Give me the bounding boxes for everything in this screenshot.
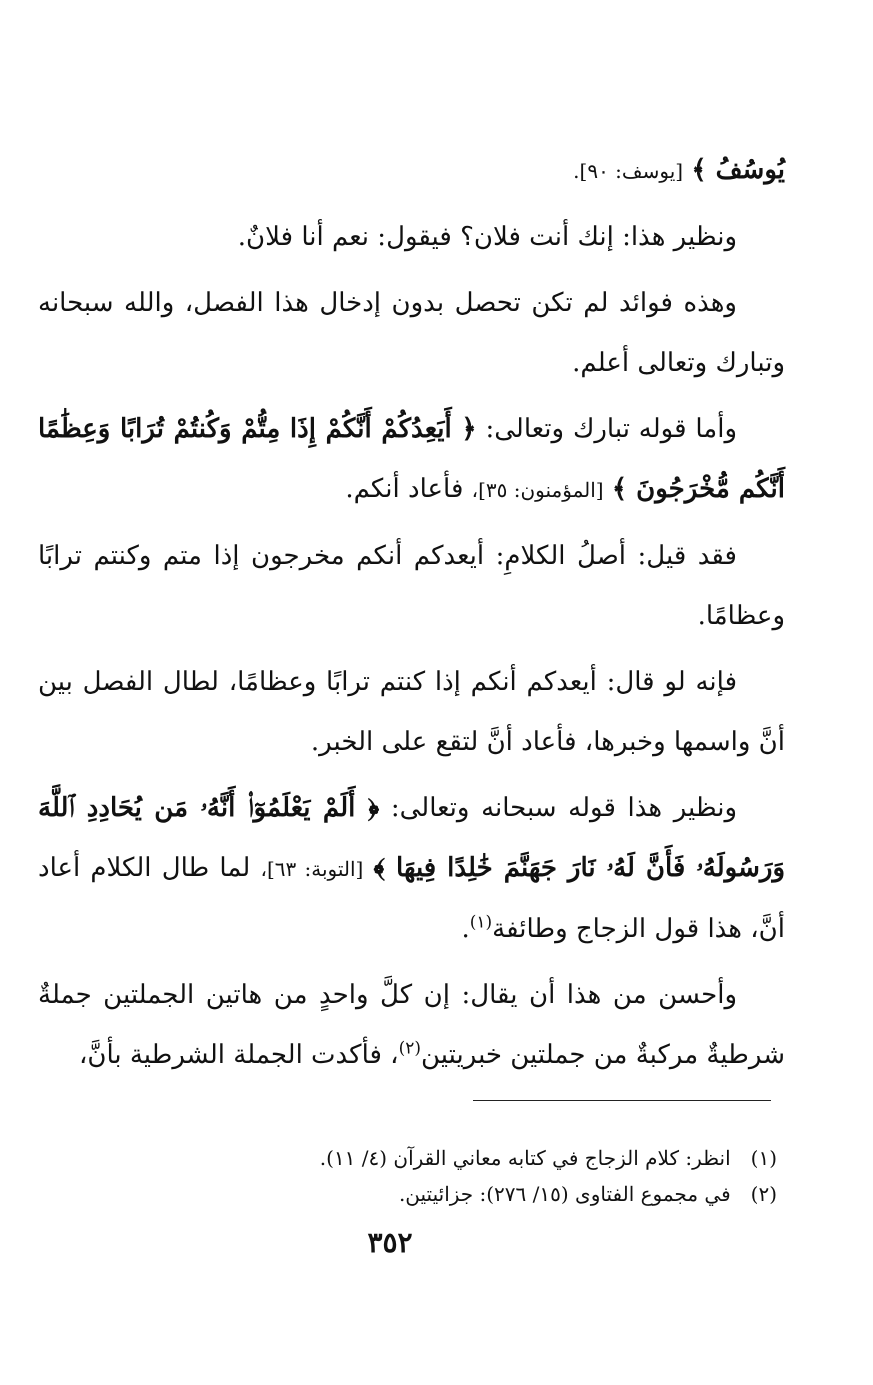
paragraph-text: . xyxy=(461,914,470,944)
main-text xyxy=(38,140,785,1091)
footnote-number: (٢) xyxy=(750,1182,777,1206)
footnote-text: انظر: كلام الزجاج في كتابه معاني القرآن (٤/ ١١). xyxy=(319,1146,731,1170)
paragraph-tawbah-verse xyxy=(38,778,785,959)
paragraph-text: وهذه فوائد لم تكن تحصل بدون إدخال هذا الفصل، والله سبحانه وتبارك وتعالى أعلم. xyxy=(38,288,785,378)
footnotes xyxy=(60,1140,777,1212)
quran-verse: ﴿ أَلَمْ يَعْلَمُوٓا۟ أَنَّهُۥ مَن يُحَادِدِ ٱللَّهَ وَرَسُولَهُۥ فَأَنَّ لَهُۥ نَارَ جَهَنَّمَ خَٰلِدًا فِيهَا ﴾ xyxy=(38,793,786,883)
paragraph-text: ونظير هذا قوله سبحانه وتعالى: xyxy=(390,793,738,823)
footnote-2 xyxy=(60,1176,777,1212)
footnote-divider xyxy=(473,1100,771,1101)
footnote-marker: (١) xyxy=(469,912,493,933)
paragraph-text: وأما قوله تبارك وتعالى: xyxy=(485,414,738,444)
paragraph-muminun-verse xyxy=(38,399,785,520)
paragraph-original-speech xyxy=(38,526,785,646)
paragraph-text: فقد قيل: أصلُ الكلامِ: أيعدكم أنكم مخرجون إذا متم وكنتم ترابًا وعظامًا. xyxy=(38,541,785,631)
verse-reference: [المؤمنون: ٣٥]، xyxy=(471,478,604,502)
footnote-1 xyxy=(60,1140,777,1176)
quran-verse: يُوسُفُ ﴾ xyxy=(691,155,785,185)
footnote-number: (١) xyxy=(750,1146,777,1170)
paragraph-text: ونظير هذا: إنك أنت فلان؟ فيقول: نعم أنا فلانٌ. xyxy=(237,222,737,252)
paragraph-better-view xyxy=(38,965,785,1085)
quran-verse: ﴿ أَيَعِدُكُمْ أَنَّكُمْ إِذَا مِتُّمْ وَكُنتُمْ تُرَابًا وَعِظَٰمًا أَنَّكُم مُّخْرَجُونَ ﴾ xyxy=(38,414,785,504)
paragraph-separation xyxy=(38,652,785,772)
verse-reference: [يوسف: ٩٠]. xyxy=(573,159,684,183)
paragraph-verse-ending xyxy=(38,140,785,201)
paragraph-example xyxy=(38,207,785,267)
paragraph-benefits xyxy=(38,273,785,393)
page-number: ٣٥٢ xyxy=(367,1226,413,1259)
footnote-text: في مجموع الفتاوى (١٥/ ٢٧٦): جزائيتين. xyxy=(398,1182,731,1206)
paragraph-text: لما طال الكلام أعاد أنَّ، هذا قول الزجاج وطائفة xyxy=(38,853,785,944)
paragraph-text: فأعاد أنكم. xyxy=(345,474,464,504)
verse-reference: [التوبة: ٦٣]، xyxy=(260,857,364,881)
paragraph-text: وأحسن من هذا أن يقال: إن كلَّ واحدٍ من هاتين الجملتين جملةٌ شرطيةٌ مركبةٌ من جملتين خبريتين xyxy=(38,980,785,1070)
paragraph-text: ، فأكدت الجملة الشرطية بأنَّ، xyxy=(78,1040,399,1070)
paragraph-text: فإنه لو قال: أيعدكم أنكم إذا كنتم ترابًا وعظامًا، لطال الفصل بين أنَّ واسمها وخبرها، فأعاد أنَّ لتقع على الخبر. xyxy=(38,667,785,757)
footnote-marker: (٢) xyxy=(398,1038,421,1059)
